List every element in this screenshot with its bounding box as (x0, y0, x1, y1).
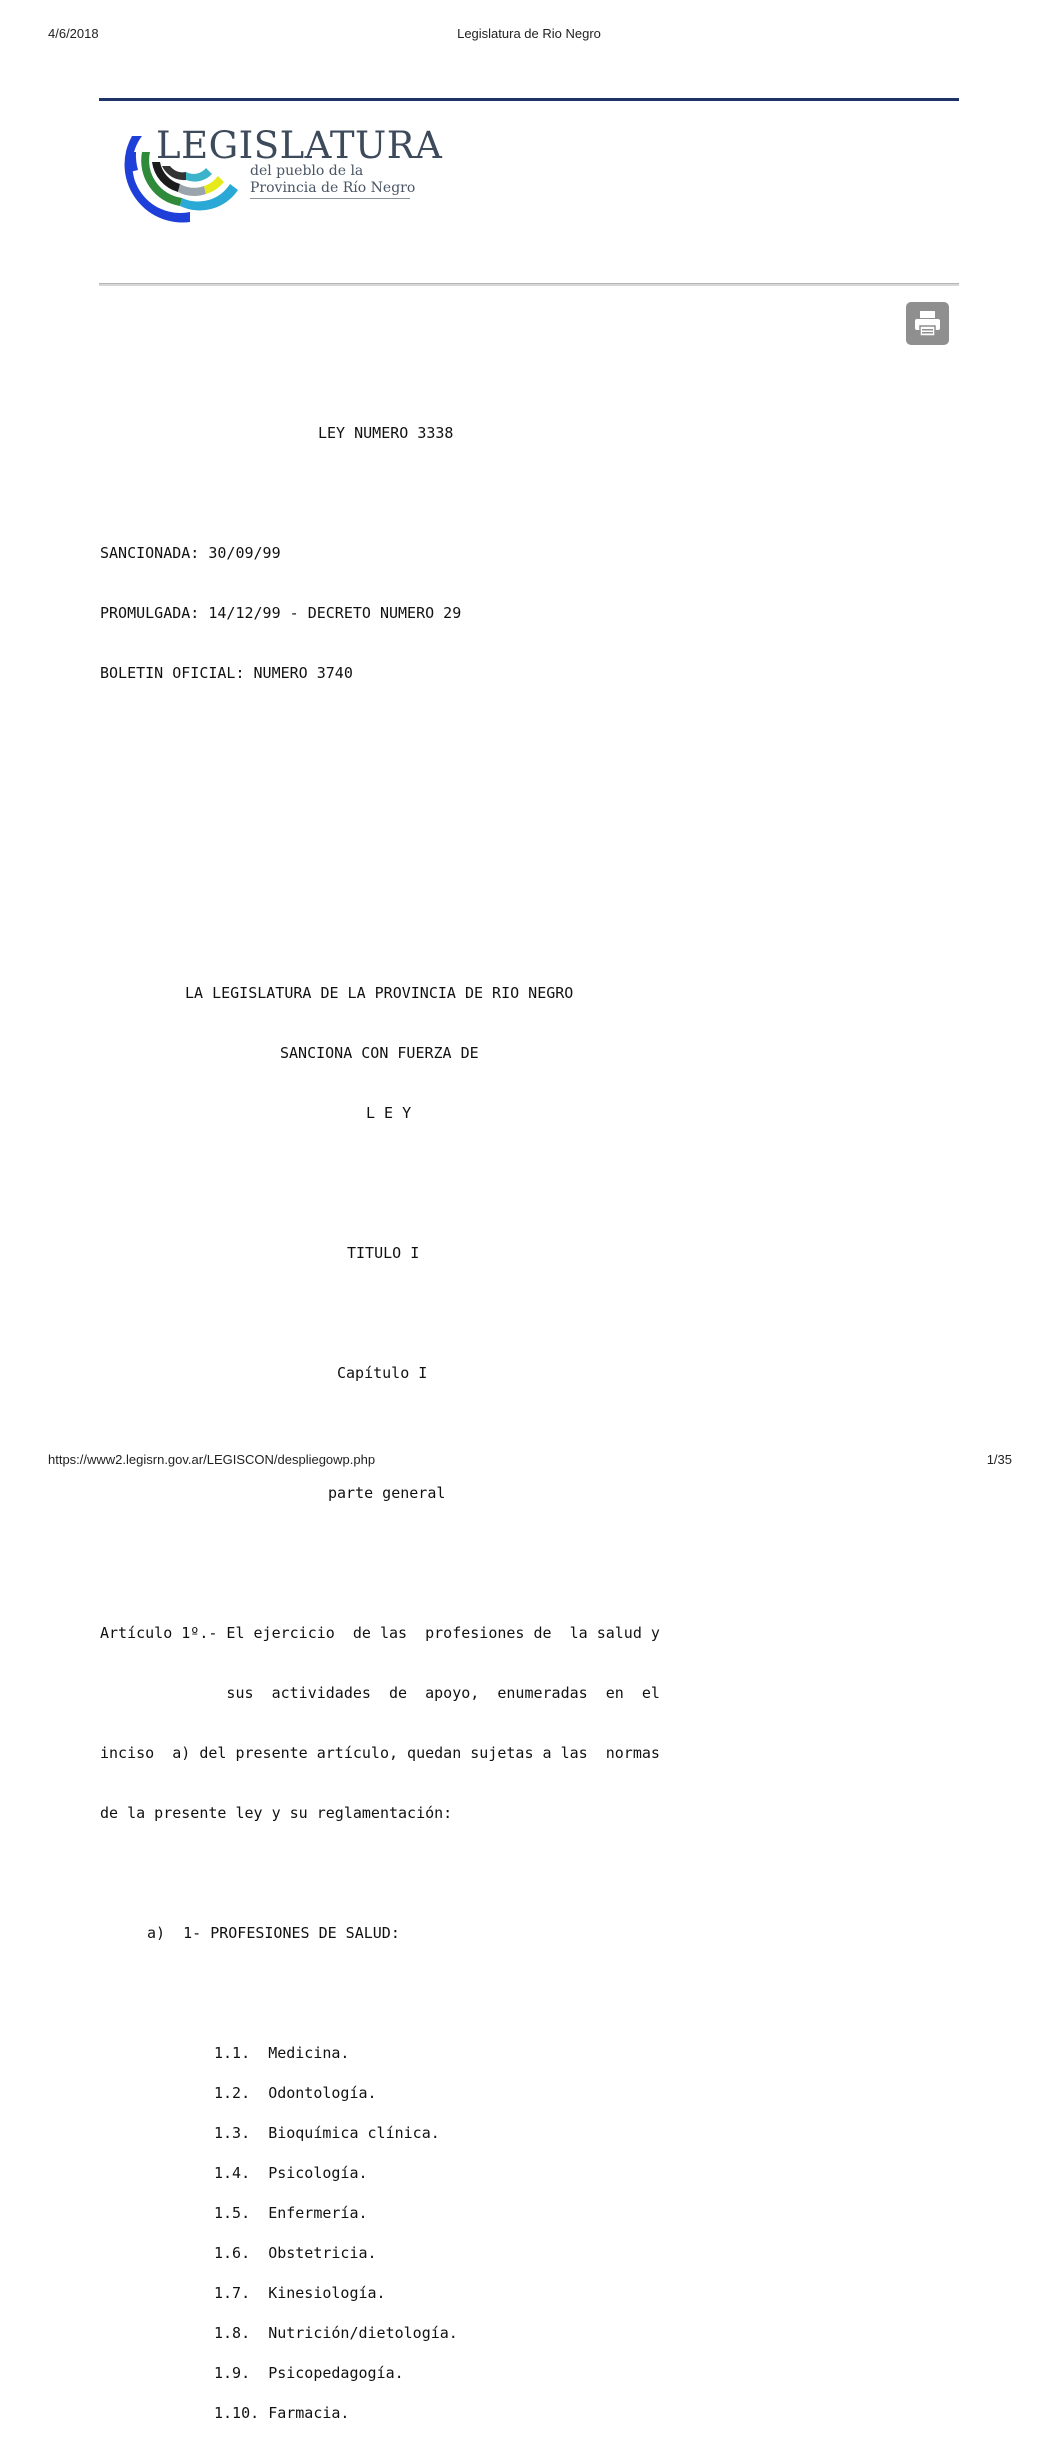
article-1-line-1: Artículo 1º.- El ejercicio de las profesiones de la salud y (100, 1624, 660, 1642)
list-item-number: 1.4. (214, 2164, 260, 2182)
list-item-text: Bioquímica clínica. (268, 2124, 440, 2142)
list-item-text: Nutrición/dietología. (268, 2324, 458, 2342)
list-item (100, 2123, 960, 2143)
list-item-text: Kinesiología. (268, 2284, 386, 2302)
sancionada-line: SANCIONADA: 30/09/99 (100, 544, 281, 562)
article-1-line-2: sus actividades de apoyo, enumeradas en el (100, 1684, 660, 1702)
list-item (100, 2363, 960, 2383)
list-item-number: 1.1. (214, 2044, 260, 2062)
list-item-number: 1.8. (214, 2324, 260, 2342)
promulgada-line: PROMULGADA: 14/12/99 - DECRETO NUMERO 29 (100, 604, 462, 622)
list-item-text: Odontología. (268, 2084, 377, 2102)
logo-wordmark: LEGISLATURA (156, 124, 443, 167)
logo-subtitle-line-2: Provincia de Río Negro (250, 180, 416, 196)
list-item-text: Enfermería. (268, 2204, 368, 2222)
print-url: https://www2.legisrn.gov.ar/LEGISCON/despliegowp.php (48, 1452, 376, 1467)
list-item (100, 2203, 960, 2223)
list-item (100, 2083, 960, 2103)
list-item-text: Farmacia. (268, 2404, 350, 2422)
enacting-clause-line-2: SANCIONA CON FUERZA DE (280, 1044, 479, 1062)
boletin-line: BOLETIN OFICIAL: NUMERO 3740 (100, 664, 353, 682)
list-item (100, 2403, 960, 2423)
list-item-number: 1.10. (214, 2404, 260, 2422)
list-item (100, 2043, 960, 2063)
health-professions-list (100, 2043, 960, 2423)
logo-subtitle (250, 163, 415, 197)
top-divider (99, 98, 959, 101)
inciso-a-heading: a) 1- PROFESIONES DE SALUD: (147, 1924, 400, 1942)
print-page-number: 1/35 (986, 1452, 1012, 1467)
list-item-text: Medicina. (268, 2044, 350, 2062)
printer-icon (914, 310, 941, 337)
print-footer (0, 1452, 1058, 1470)
list-item-number: 1.7. (214, 2284, 260, 2302)
list-item-text: Obstetricia. (268, 2244, 377, 2262)
print-date: 4/6/2018 (48, 26, 99, 41)
list-item (100, 2163, 960, 2183)
list-item (100, 2283, 960, 2303)
list-item (100, 2323, 960, 2343)
logo-underline (250, 198, 410, 199)
logo-subtitle-line-1: del pueblo de la (250, 163, 364, 179)
parte-heading: parte general (328, 1484, 446, 1502)
header-divider (99, 283, 959, 286)
list-item-number: 1.5. (214, 2204, 260, 2222)
list-item-text: Psicopedagogía. (268, 2364, 404, 2382)
print-button[interactable] (906, 302, 949, 345)
law-title: LEY NUMERO 3338 (318, 424, 454, 442)
list-item-number: 1.3. (214, 2124, 260, 2142)
list-item (100, 2243, 960, 2263)
enacting-clause-line-1: LA LEGISLATURA DE LA PROVINCIA DE RIO NEGRO (185, 984, 574, 1002)
legislatura-logo[interactable] (120, 122, 443, 230)
capitulo-heading: Capítulo I (337, 1364, 428, 1382)
list-item-number: 1.2. (214, 2084, 260, 2102)
article-1-line-3: inciso a) del presente artículo, quedan sujetas a las normas (100, 1744, 660, 1762)
list-item-number: 1.6. (214, 2244, 260, 2262)
law-document-body (100, 383, 960, 2443)
list-item-text: Psicología. (268, 2164, 368, 2182)
print-page-title: Legislatura de Rio Negro (457, 26, 601, 41)
titulo-heading: TITULO I (347, 1244, 420, 1262)
list-item-number: 1.9. (214, 2364, 260, 2382)
article-1-line-4: de la presente ley y su reglamentación: (100, 1804, 453, 1822)
print-header (0, 26, 1058, 44)
enacting-clause-line-3: L E Y (366, 1104, 412, 1122)
